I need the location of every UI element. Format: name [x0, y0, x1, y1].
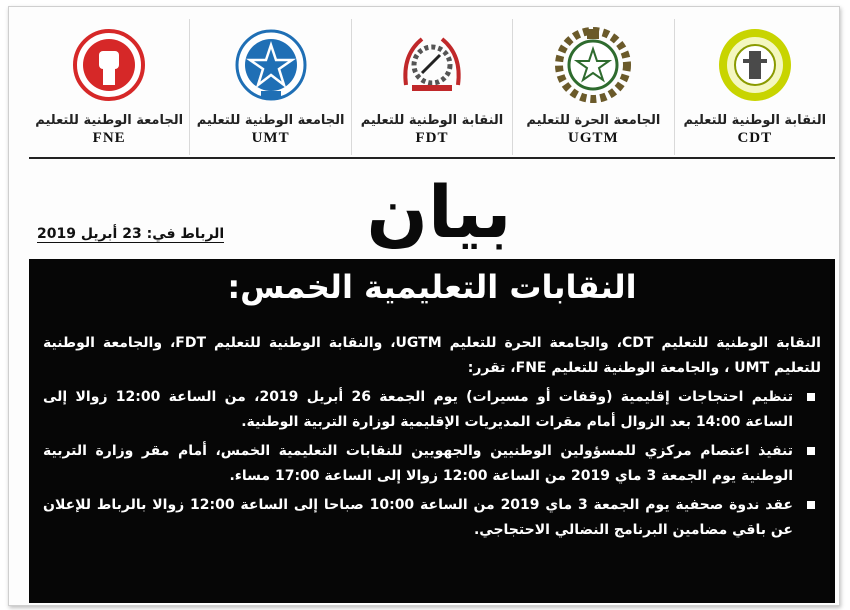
- statement-subtitle: النقابات التعليمية الخمس:: [227, 268, 637, 306]
- logo-name: الجامعة الوطنية للتعليم: [196, 113, 345, 128]
- logo-umt: [189, 19, 350, 155]
- logo-abbreviation: FDT: [415, 130, 449, 146]
- logo-fne: [29, 19, 189, 155]
- logo-abbreviation: UGTM: [568, 130, 619, 146]
- list-item-text: تنفيذ اعتصام مركزي للمسؤولين الوطنيين والجهويين للنقابات التعليمية الخمس، أمام مقر وزارة التربية الوطنية يوم الجمعة 3 ماي 2019 من الساعة 12:00 زوالا إلى الساعة 17:00 مساء.: [43, 443, 793, 484]
- document-sheet: [8, 6, 840, 606]
- square-bullet-icon: [807, 447, 815, 455]
- logo-name: الجامعة الوطنية للتعليم: [35, 113, 184, 128]
- logo-ugtm: [512, 19, 673, 155]
- statement-body: [43, 331, 821, 543]
- logo-abbreviation: CDT: [737, 130, 773, 146]
- logo-name: النقابة الوطنية للتعليم: [360, 113, 504, 128]
- logo-fdt: [351, 19, 512, 155]
- union-logos-row: [29, 19, 835, 155]
- logo-name: الجامعة الحرة للتعليم: [526, 113, 661, 128]
- list-item: [43, 493, 821, 543]
- statement-headline: بيان: [366, 170, 512, 254]
- cdt-emblem-icon: [715, 25, 795, 105]
- square-bullet-icon: [807, 501, 815, 509]
- logo-name: النقابة الوطنية للتعليم: [683, 113, 827, 128]
- fdt-emblem-icon: [392, 25, 472, 105]
- list-item-text: عقد ندوة صحفية يوم الجمعة 3 ماي 2019 من الساعة 10:00 صباحا إلى الساعة 12:00 زوالا بالرباط للإعلان عن باقي مضامين البرنامج النضالي الاحتجاجي.: [43, 497, 793, 538]
- statement-body-panel: [29, 259, 835, 603]
- logo-cdt: [674, 19, 835, 155]
- fne-emblem-icon: [69, 25, 149, 105]
- logo-abbreviation: FNE: [92, 130, 126, 146]
- square-bullet-icon: [807, 393, 815, 401]
- list-item: [43, 385, 821, 435]
- intro-paragraph: النقابة الوطنية للتعليم CDT، والجامعة الحرة للتعليم UGTM، والنقابة الوطنية للتعليم FDT، والجامعة الوطنية للتعليم UMT ، والجامعة الوطنية للتعليم FNE، تقرر:: [43, 335, 821, 376]
- list-item: [43, 439, 821, 489]
- dateline: الرباط في: 23 أبريل 2019: [37, 226, 225, 242]
- header-divider: [29, 157, 835, 159]
- logo-abbreviation: UMT: [251, 130, 290, 146]
- ugtm-emblem-icon: [553, 25, 633, 105]
- list-item-text: تنظيم احتجاجات إقليمية (وقفات أو مسيرات) يوم الجمعة 26 أبريل 2019، من الساعة 12:00 زوالا إلى الساعة 14:00 بعد الزوال أمام مقرات المديريات الإقليمية لوزارة التربية الوطنية.: [43, 389, 794, 430]
- umt-emblem-icon: [231, 25, 311, 105]
